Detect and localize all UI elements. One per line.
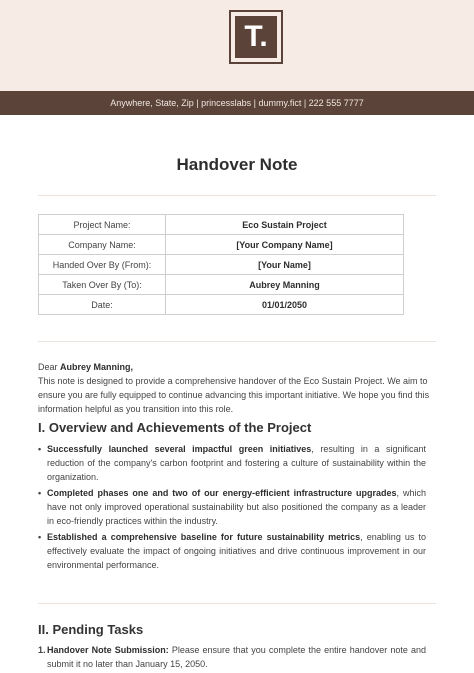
row-label: Date:: [39, 295, 166, 315]
section-heading: II. Pending Tasks: [38, 622, 144, 637]
list-item: [38, 643, 426, 671]
info-table: [38, 214, 404, 315]
row-label: Company Name:: [39, 235, 166, 255]
row-value: [Your Name]: [166, 255, 404, 275]
intro-paragraph: This note is designed to provide a comprehensive handover of the Eco Sustain Project. We aim to ensure you are fully equipped to continue advancing this important initiative. We hope you find this information helpful as you transition into this role.: [38, 376, 430, 414]
bullet-icon: •: [38, 444, 42, 454]
list-item: [38, 486, 426, 528]
divider: [38, 341, 436, 342]
item-text: , which have not only improved operational sustainability but also positioned the company as a leader in eco-friendly practices within the industry.: [47, 488, 426, 526]
bullet-icon: •: [38, 532, 42, 542]
item-emphasis: Handover Note Submission:: [47, 645, 169, 655]
logo-letter: T.: [235, 16, 277, 58]
bullet-icon: •: [38, 488, 42, 498]
table-row: [39, 235, 404, 255]
item-text: , enabling us to effectively evaluate the impact of ongoing initiatives and drive continuous improvement in our environmental performance.: [47, 532, 427, 570]
item-emphasis: Successfully launched several impactful green initiatives: [47, 444, 312, 454]
logo-icon: [229, 10, 283, 64]
row-value: Eco Sustain Project: [166, 215, 404, 235]
pending-list: [38, 643, 426, 673]
divider: [38, 603, 436, 604]
section-heading: I. Overview and Achievements of the Project: [38, 420, 312, 435]
row-value: [Your Company Name]: [166, 235, 404, 255]
greeting: [38, 360, 436, 374]
row-label: Taken Over By (To):: [39, 275, 166, 295]
greeting-prefix: Dear: [38, 362, 58, 372]
item-emphasis: Completed phases one and two of our energy-efficient infrastructure upgrades: [47, 488, 397, 498]
table-row: [39, 295, 404, 315]
item-text: , resulting in a significant reduction of the company's carbon footprint and fostering a culture of sustainability within the organization.: [47, 444, 426, 482]
table-row: [39, 275, 404, 295]
list-item: [38, 442, 426, 484]
row-label: Handed Over By (From):: [39, 255, 166, 275]
table-row: [39, 215, 404, 235]
contact-bar: Anywhere, State, Zip | princesslabs | dummy.fict | 222 555 7777: [0, 91, 474, 115]
item-number: 1.: [38, 645, 46, 655]
row-value: Aubrey Manning: [166, 275, 404, 295]
header-banner: [0, 0, 474, 91]
list-item: [38, 530, 426, 572]
row-label: Project Name:: [39, 215, 166, 235]
row-value: 01/01/2050: [166, 295, 404, 315]
divider: [38, 195, 436, 196]
achievements-list: [38, 442, 426, 574]
document-title: Handover Note: [176, 155, 298, 174]
item-emphasis: Established a comprehensive baseline for future sustainability metrics: [47, 532, 361, 542]
table-row: [39, 255, 404, 275]
greeting-name: Aubrey Manning,: [60, 362, 134, 372]
item-text: Please ensure that you complete the entire handover note and submit it no later than January 15, 2050.: [47, 645, 426, 669]
